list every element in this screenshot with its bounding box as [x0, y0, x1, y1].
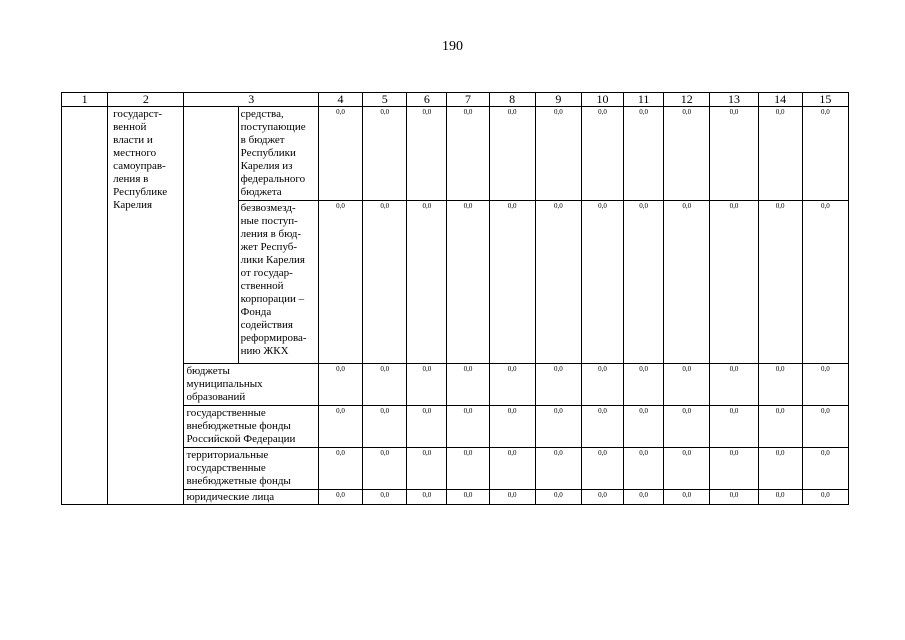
- value-cell: 0,0: [535, 490, 581, 505]
- value-cell: 0,0: [489, 107, 535, 201]
- row-label-text: безвозмезд- ные поступ- ления в бюд- жет Респуб- лики Карелия от государ- ственной корпорации – Фонда содействия реформирова- нию ЖКХ: [240, 202, 307, 357]
- row-label-text: бюджеты муниципальных образований: [186, 365, 263, 403]
- value-cell: 0,0: [318, 364, 362, 406]
- page-number: 190: [442, 39, 463, 54]
- row-label: [184, 448, 319, 490]
- row-label-text: средства, поступающие в бюджет Республики Карелия из федерального бюджета: [240, 108, 306, 198]
- value-cell: 0,0: [664, 448, 710, 490]
- column-header: 4: [318, 93, 362, 107]
- value-cell: 0,0: [407, 490, 447, 505]
- value-cell: 0,0: [664, 406, 710, 448]
- value-cell: 0,0: [802, 448, 848, 490]
- column-header: 9: [535, 93, 581, 107]
- value-cell: 0,0: [535, 201, 581, 364]
- value-cell: 0,0: [802, 364, 848, 406]
- value-cell: 0,0: [535, 364, 581, 406]
- table-row: [62, 107, 849, 201]
- value-cell: 0,0: [758, 107, 802, 201]
- value-cell: 0,0: [581, 448, 623, 490]
- value-cell: 0,0: [318, 201, 362, 364]
- column-header: 5: [363, 93, 407, 107]
- value-cell: 0,0: [758, 364, 802, 406]
- value-cell: 0,0: [624, 448, 664, 490]
- value-cell: 0,0: [758, 448, 802, 490]
- value-cell: 0,0: [802, 406, 848, 448]
- value-cell: 0,0: [489, 201, 535, 364]
- value-cell: 0,0: [489, 448, 535, 490]
- value-cell: 0,0: [710, 201, 758, 364]
- value-cell: 0,0: [407, 406, 447, 448]
- value-cell: 0,0: [624, 490, 664, 505]
- col1-cell: [62, 107, 108, 505]
- value-cell: 0,0: [710, 107, 758, 201]
- value-cell: 0,0: [489, 490, 535, 505]
- column-header: 10: [581, 93, 623, 107]
- column-header: 2: [108, 93, 184, 107]
- value-cell: 0,0: [710, 406, 758, 448]
- row-label: [238, 201, 318, 364]
- col3-blank-cell: [184, 107, 238, 364]
- value-cell: 0,0: [758, 201, 802, 364]
- value-cell: 0,0: [363, 201, 407, 364]
- value-cell: 0,0: [363, 448, 407, 490]
- value-cell: 0,0: [802, 107, 848, 201]
- value-cell: 0,0: [318, 448, 362, 490]
- column-number-row: [62, 93, 849, 107]
- value-cell: 0,0: [664, 201, 710, 364]
- value-cell: 0,0: [447, 490, 489, 505]
- value-cell: 0,0: [710, 490, 758, 505]
- value-cell: 0,0: [407, 448, 447, 490]
- value-cell: 0,0: [447, 201, 489, 364]
- value-cell: 0,0: [447, 364, 489, 406]
- column-header: 15: [802, 93, 848, 107]
- row-label-text: государственные внебюджетные фонды Российской Федерации: [186, 407, 296, 445]
- value-cell: 0,0: [363, 107, 407, 201]
- column-header: 13: [710, 93, 758, 107]
- value-cell: 0,0: [318, 406, 362, 448]
- row-label: [184, 406, 319, 448]
- value-cell: 0,0: [535, 406, 581, 448]
- value-cell: 0,0: [535, 448, 581, 490]
- column-header: 14: [758, 93, 802, 107]
- value-cell: 0,0: [624, 406, 664, 448]
- column-header: 6: [407, 93, 447, 107]
- value-cell: 0,0: [581, 107, 623, 201]
- value-cell: 0,0: [363, 490, 407, 505]
- col2-cell: [108, 107, 184, 505]
- value-cell: 0,0: [363, 406, 407, 448]
- value-cell: 0,0: [624, 201, 664, 364]
- value-cell: 0,0: [489, 364, 535, 406]
- col2-text: государст- венной власти и местного самоуправ- ления в Республике Карелия: [113, 108, 168, 211]
- value-cell: 0,0: [581, 406, 623, 448]
- value-cell: 0,0: [802, 490, 848, 505]
- value-cell: 0,0: [624, 107, 664, 201]
- value-cell: 0,0: [710, 448, 758, 490]
- value-cell: 0,0: [581, 201, 623, 364]
- column-header: 3: [184, 93, 319, 107]
- value-cell: 0,0: [318, 490, 362, 505]
- value-cell: 0,0: [318, 107, 362, 201]
- value-cell: 0,0: [802, 201, 848, 364]
- row-label: [184, 490, 319, 505]
- value-cell: 0,0: [447, 406, 489, 448]
- value-cell: 0,0: [407, 201, 447, 364]
- value-cell: 0,0: [664, 364, 710, 406]
- value-cell: 0,0: [581, 490, 623, 505]
- row-label: [184, 364, 319, 406]
- budget-table: [61, 92, 849, 505]
- value-cell: 0,0: [758, 406, 802, 448]
- column-header: 1: [62, 93, 108, 107]
- value-cell: 0,0: [664, 490, 710, 505]
- row-label: [238, 107, 318, 201]
- value-cell: 0,0: [489, 406, 535, 448]
- value-cell: 0,0: [535, 107, 581, 201]
- row-label-text: территориальные государственные внебюджетные фонды: [186, 449, 291, 487]
- value-cell: 0,0: [447, 448, 489, 490]
- column-header: 8: [489, 93, 535, 107]
- value-cell: 0,0: [624, 364, 664, 406]
- row-label-text: юридические лица: [186, 491, 275, 503]
- value-cell: 0,0: [447, 107, 489, 201]
- value-cell: 0,0: [581, 364, 623, 406]
- value-cell: 0,0: [664, 107, 710, 201]
- value-cell: 0,0: [407, 364, 447, 406]
- column-header: 12: [664, 93, 710, 107]
- column-header: 7: [447, 93, 489, 107]
- value-cell: 0,0: [407, 107, 447, 201]
- value-cell: 0,0: [710, 364, 758, 406]
- column-header: 11: [624, 93, 664, 107]
- value-cell: 0,0: [363, 364, 407, 406]
- value-cell: 0,0: [758, 490, 802, 505]
